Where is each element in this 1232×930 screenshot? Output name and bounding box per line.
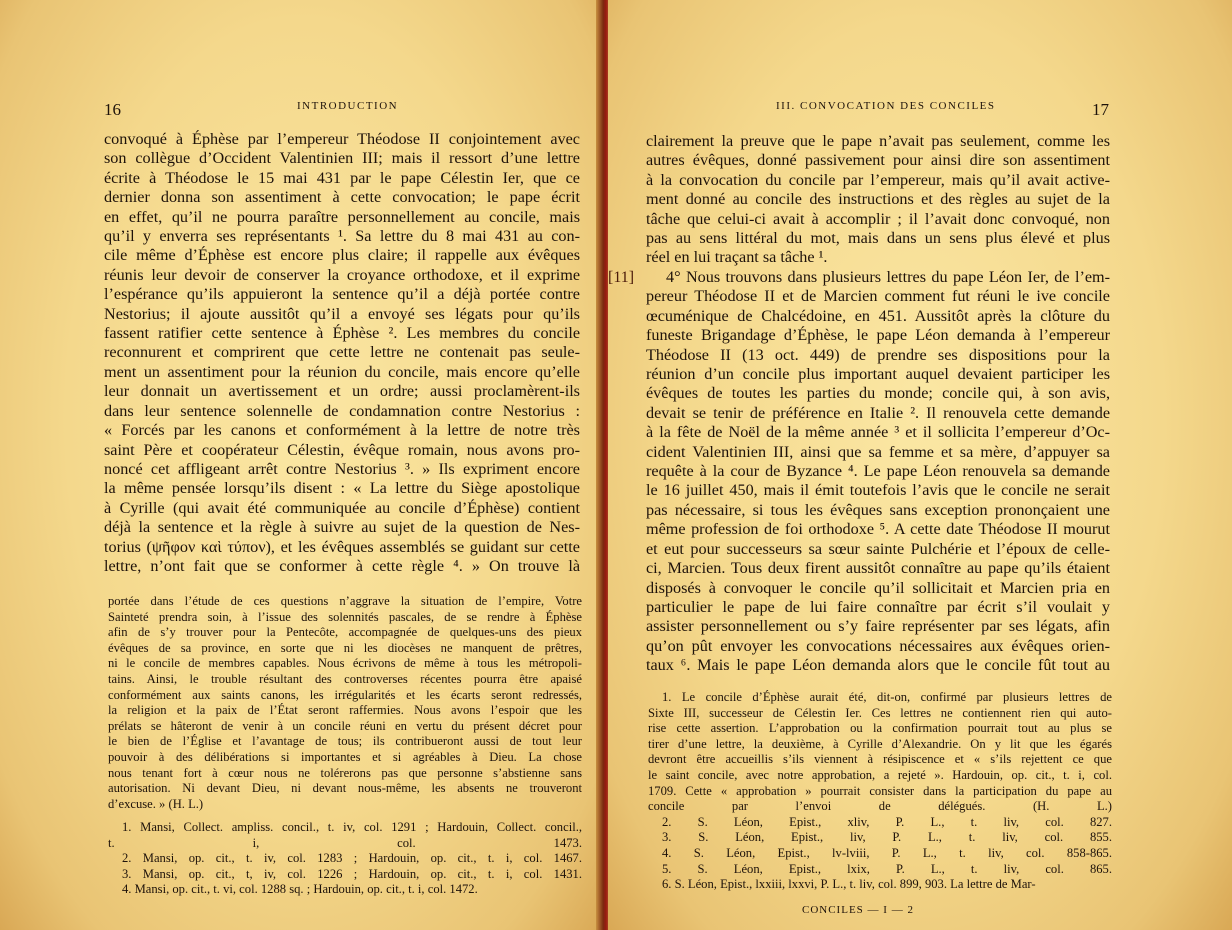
- footnote-entry: devront être accueillis s’ils viennent à résipiscence et « s’ils rejettent ce que: [648, 752, 1112, 767]
- left-footnotes: [108, 820, 582, 898]
- body-line: réunion d’un concile plus important auquel devaient participer les: [646, 365, 1110, 384]
- body-line: taux ⁶. Mais le pape Léon demanda alors que le concile fût tout au: [646, 656, 1110, 675]
- footnote-line: d’excuse. » (H. L.): [108, 796, 204, 811]
- footnote-entry: 5. S. Léon, Epist., lxix, P. L., t. liv, col. 865.: [662, 861, 1112, 876]
- footnote-entry: tirer d’une lettre, la deuxième, à Cyrille d’Alexandrie. On y lit que les égarés: [648, 736, 1112, 751]
- footnote-entry: concile par l’envoi de délégués. (H. L.): [648, 799, 1112, 814]
- right-page-number: 17: [1092, 100, 1109, 119]
- body-line: le 16 juillet 450, mais il émit toutefois l’avis que le concile ne serait: [646, 481, 1110, 500]
- footnote-entry: 1. Mansi, Collect. ampliss. concil., t. iv, col. 1291 ; Hardouin, Collect. concil.,: [122, 820, 582, 834]
- footnote-entry: 2. Mansi, op. cit., t. iv, col. 1283 ; Hardouin, op. cit., t. i, col. 1467.: [122, 851, 582, 866]
- body-line: Nestorius; il ajoute aussitôt qu’il a envoyé ses légats pour qu’ils: [104, 304, 580, 323]
- body-line: ment donné au concile des instructions et des règles au sujet de la: [646, 190, 1110, 209]
- footnote-entry: le saint concile, avec notre approbation, a rejeté ». Hardouin, op. cit., t. i, col.: [648, 767, 1112, 782]
- body-line: en effet, qu’il ne pourra paraître personnellement au concile, mais: [104, 207, 580, 226]
- footnote-entry: 3. Mansi, op. cit., t, iv, col. 1226 ; Hardouin, op. cit., t. i, col. 1431.: [122, 866, 582, 881]
- footnote-entry: 4. Mansi, op. cit., t. vi, col. 1288 sq. ; Hardouin, op. cit., t. i, col. 1472.: [122, 882, 478, 897]
- body-line: à la fête de Noël de la même année ³ et il sollicita l’empereur d’Oc-: [646, 423, 1110, 442]
- footnote-line: conformément aux saints canons, les irrégularités et les écarts seront redressés,: [108, 687, 582, 702]
- left-page: [0, 0, 604, 930]
- footnote-line: afin de s’y trouver pour la Pentecôte, accompagnée de quelques-uns des pieux: [108, 625, 582, 640]
- printer-signature: CONCILES — I — 2: [802, 904, 914, 916]
- body-line: devait se tenir de préférence en Italie ². Il renouvela cette demande: [646, 403, 1110, 422]
- footnote-entry: 1. Le concile d’Éphèse aurait été, dit-on, confirmé par plusieurs lettres de: [662, 690, 1112, 704]
- body-line: déjà la sentence et la règle à suivre au sujet de la question de Nes-: [104, 518, 580, 537]
- body-line: œcuménique de Chalcédoine, en 451. Aussitôt après la clôture du: [646, 306, 1110, 325]
- body-line: Théodose II (13 oct. 449) de prendre ses dispositions pour la: [646, 345, 1110, 364]
- footnote-line: Sainteté prendra soin, à l’issue des solennités pascales, de se rendre à Éphèse: [108, 609, 582, 624]
- footnote-line: la religion et la paix de l’État seront raffermies. Nous avons l’espoir que les: [108, 703, 582, 718]
- body-line: réel en lui traçant sa tâche ¹.: [646, 248, 828, 267]
- footnote-entry: rise cette assertion. L’approbation ou la confirmation pourrait tout au plus se: [648, 721, 1112, 736]
- footnote-line: tains. Ainsi, le trouble résultant des controverses récentes pourra être apaisé: [108, 671, 582, 686]
- body-line: qu’on pût envoyer les convocations nécessaires aux évêques orien-: [646, 636, 1110, 655]
- body-line: qu’il y enverra ses représentants ¹. Sa lettre du 8 mai 431 au con-: [104, 227, 580, 246]
- body-line: dernier donna son assentiment à cette convocation; le pape écrit: [104, 188, 580, 207]
- body-line: torius (ψῆφον καὶ τύπον), et les évêques assemblés se guidant sur cette: [104, 537, 580, 556]
- body-line: ci, Marcien. Tous deux firent aussitôt connaître au pape qu’ils étaient: [646, 559, 1110, 578]
- body-line: « Forcés par les canons et conformément à la lettre de notre très: [104, 421, 580, 440]
- body-line: pas nécessaire, si tous les évêques sans exception prononçaient une: [646, 500, 1110, 519]
- footnote-line: prélats se hâteront de venir à un concile réuni en vertu du présent décret pour: [108, 718, 582, 733]
- body-line: même profession de foi orthodoxe ⁵. A cette date Théodose II mourut: [646, 520, 1110, 539]
- right-page: [608, 0, 1232, 930]
- body-line: écrite à Théodose le 15 mai 431 par le pape Célestin Ier, que ce: [104, 168, 580, 187]
- body-line: cident Valentinien III, ainsi que sa femme et sa mère, d’appuyer sa: [646, 442, 1110, 461]
- body-line: pereur Théodose II et de Marcien comment fut réuni le ive concile: [646, 287, 1110, 306]
- footnote-line: ni le concile de membres capables. Nous écrivons de même à tous les métropoli-: [108, 656, 582, 671]
- left-footnote-continuation: [108, 594, 582, 812]
- body-line: dans leur sentence solennelle de condamnation contre Nestorius :: [104, 401, 580, 420]
- footnote-entry: 6. S. Léon, Epist., lxxiii, lxxvi, P. L., t. liv, col. 899, 903. La lettre de Mar-: [662, 877, 1036, 892]
- body-line: évêques de toutes les parties du monde; concile qui, à son avis,: [646, 384, 1110, 403]
- body-line: tâche que celui-ci avait à accomplir ; il l’avait donc convoqué, non: [646, 209, 1110, 228]
- body-line: la même pensée lorsqu’ils disent : « La lettre du Siège apostolique: [104, 479, 580, 498]
- footnote-entry: 1709. Cette « approbation » pourrait consister dans la participation du pape au: [648, 783, 1112, 798]
- body-line: réunis leur devoir de conserver la croyance orthodoxe, et il exprime: [104, 265, 580, 284]
- body-line: particulier le pape de lui faire connaître par écrit s’il voulait y: [646, 597, 1110, 616]
- body-line: son collègue d’Occident Valentinien III; mais il ressort d’une lettre: [104, 149, 580, 168]
- body-line: lettre, n’ont fait que se conformer à cette règle ⁴. » On trouve là: [104, 556, 580, 575]
- body-line: et eut pour successeurs sa sœur sainte Pulchérie et l’époux de celle-: [646, 539, 1110, 558]
- footnote-entry: t. i, col. 1473.: [108, 835, 582, 850]
- right-footnotes: [648, 690, 1112, 893]
- footnote-line: autorisation. Ni devant Dieu, ni devant nous-même, les absents ne trouveront: [108, 781, 582, 796]
- body-line: autres évêques, donné passivement pour ainsi dire son assentiment: [646, 151, 1110, 170]
- footnote-entry: 4. S. Léon, Epist., lv-lviii, P. L., t. liv, col. 858-865.: [662, 845, 1112, 860]
- body-line: à la convocation du concile par l’empereur, mais qu’il avait active-: [646, 170, 1110, 189]
- body-line: noncé cet affligeant arrêt contre Nestorius ³. » Ils expriment encore: [104, 459, 580, 478]
- footnote-line: évêques de sa province, en sorte que ni les diocèses ne manquent de prêtres,: [108, 640, 582, 655]
- footnote-line: pouvoir à des délibérations si importantes et si agréables à Dieu. La chose: [108, 749, 582, 764]
- footnote-line: le bien de l’Église et l’avantage de tous; ils contribueront aussi de tout leur: [108, 734, 582, 749]
- body-line: fassent ratifier cette sentence à Éphèse ². Les membres du concile: [104, 324, 580, 343]
- footnote-line: portée dans l’étude de ces questions n’aggrave la situation de l’empire, Votre: [108, 594, 582, 608]
- body-line: reconnurent et comprirent que cette lettre ne contenait pas seule-: [104, 343, 580, 362]
- left-page-number: 16: [104, 100, 121, 119]
- body-line: l’espérance qu’ils appuieront la sentence qu’il a déjà portée contre: [104, 285, 580, 304]
- left-body-text: [104, 130, 580, 576]
- footnote-line: nous tenant fort à cœur nous ne tolérerons pas que personne s’abstienne sans: [108, 765, 582, 780]
- body-line: cile même d’Éphèse est encore plus claire; il rappelle aux évêques: [104, 246, 580, 265]
- footnote-entry: 2. S. Léon, Epist., xliv, P. L., t. liv, col. 827.: [662, 814, 1112, 829]
- body-line: saint Père et coopérateur Célestin, évêque romain, nous avons pro-: [104, 440, 580, 459]
- body-line: 4° Nous trouvons dans plusieurs lettres du pape Léon Ier, de l’em-: [666, 268, 1110, 286]
- body-line: convoqué à Éphèse par l’empereur Théodose II conjointement avec: [104, 130, 580, 148]
- body-line: requête à la cour de Byzance ⁴. Le pape Léon renouvela sa demande: [646, 462, 1110, 481]
- body-line: leur donnait un avertissement et un ordre; aussi proclamèrent-ils: [104, 382, 580, 401]
- body-line: ment un assentiment pour la réunion du concile, mais encore qu’elle: [104, 362, 580, 381]
- right-running-head: III. CONVOCATION DES CONCILES: [776, 100, 996, 112]
- body-line: à Cyrille (qui avait été communiquée au concile d’Éphèse) contient: [104, 498, 580, 517]
- footnote-entry: Sixte III, successeur de Célestin Ier. Ces lettres ne contiennent rien qui auto-: [648, 705, 1112, 720]
- margin-marker: [11]: [608, 269, 635, 286]
- right-body-text-2: [646, 268, 1110, 676]
- right-body-text-1: [646, 132, 1110, 268]
- body-line: pas au sens littéral du mot, mais dans un sens plus élevé et plus: [646, 229, 1110, 248]
- footnote-entry: 3. S. Léon, Epist., liv, P. L., t. liv, col. 855.: [662, 830, 1112, 845]
- body-line: funeste Brigandage d’Éphèse, le pape Léon demanda à l’empereur: [646, 326, 1110, 345]
- body-line: assister personnellement ou s’y faire représenter par ses légats, afin: [646, 617, 1110, 636]
- body-line: clairement la preuve que le pape n’avait pas seulement, comme les: [646, 132, 1110, 150]
- body-line: disposés à convoquer le concile qu’il sollicitait et Marcien pria en: [646, 578, 1110, 597]
- left-running-head: INTRODUCTION: [297, 100, 399, 112]
